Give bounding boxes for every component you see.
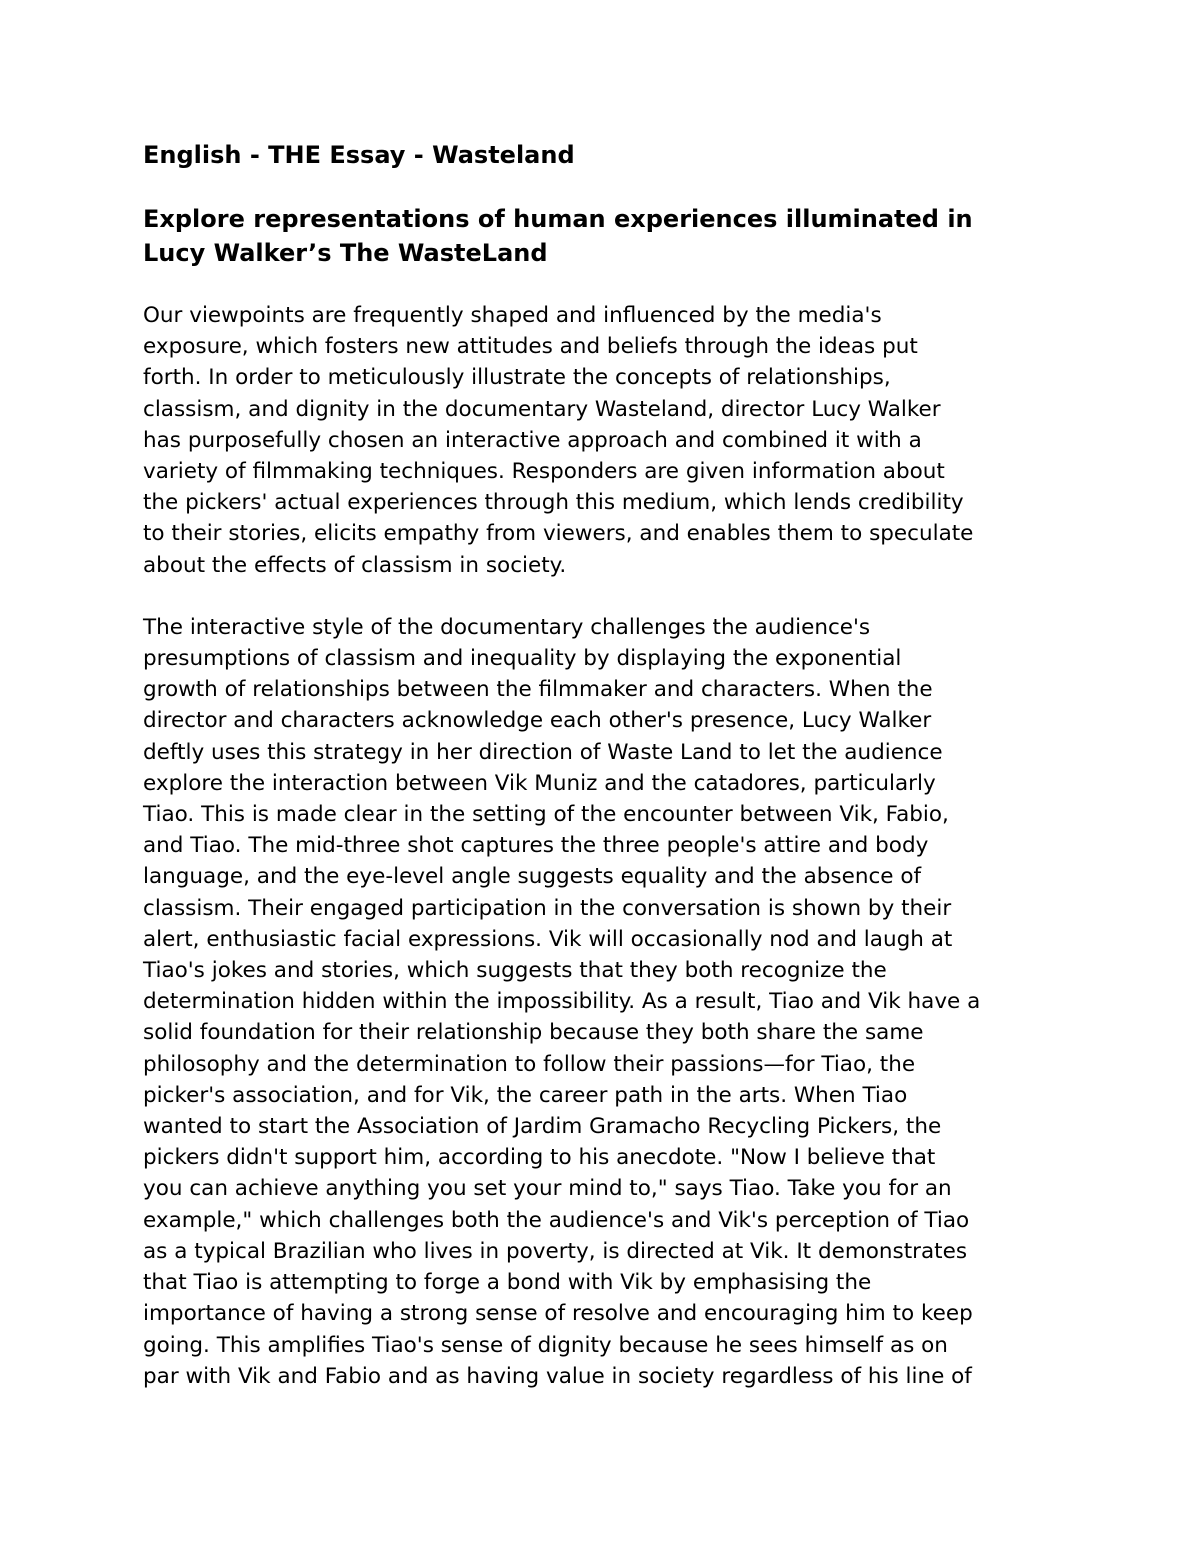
essay-prompt-heading: Explore representations of human experiences illuminated in Lucy Walker’s The WasteLand bbox=[143, 205, 973, 267]
paragraph-body-1: The interactive style of the documentary challenges the audience's presumptions of classism and inequality by displaying the exponential growth of relationships between the filmmaker and characters. When the director and characters acknowledge each other's presence, Lucy Walker deftly uses this strategy in her direction of Waste Land to let the audience explore the interaction between Vik Muniz and the catadores, particularly Tiao. This is made clear in the setting of the encounter between Vik, Fabio, and Tiao. The mid-three shot captures the three people's attire and body language, and the eye-level angle suggests equality and the absence of classism. Their engaged participation in the conversation is shown by their alert, enthusiastic facial expressions. Vik will occasionally nod and laugh at Tiao's jokes and stories, which suggests that they both recognize the determination hidden within the impossibility. As a result, Tiao and Vik have a solid foundation for their relationship because they both share the same philosophy and the determination to follow their passions—for Tiao, the picker's association, and for Vik, the career path in the arts. When Tiao wanted to start the Association of Jardim Gramacho Recycling Pickers, the pickers didn't support him, according to his anecdote. "Now I believe that you can achieve anything you set your mind to," says Tiao. Take you for an example," which challenges both the audience's and Vik's perception of Tiao as a typical Brazilian who lives in poverty, is directed at Vik. It demonstrates that Tiao is attempting to forge a bond with Vik by emphasising the importance of having a strong sense of resolve and encouraging him to keep going. This amplifies Tiao's sense of dignity because he sees himself as on par with Vik and Fabio and as having value in society regardless of his line of bbox=[143, 614, 981, 1389]
document-body bbox=[143, 138, 1073, 1392]
paragraph-introduction: Our viewpoints are frequently shaped and influenced by the media's exposure, which fosters new attitudes and beliefs through the ideas put forth. In order to meticulously illustrate the concepts of relationships, classism, and dignity in the documentary Wasteland, director Lucy Walker has purposefully chosen an interactive approach and combined it with a variety of filmmaking techniques. Responders are given information about the pickers' actual experiences through this medium, which lends credibility to their stories, elicits empathy from viewers, and enables them to speculate about the effects of classism in society. bbox=[143, 303, 974, 578]
document-title: English - THE Essay - Wasteland bbox=[143, 141, 575, 169]
